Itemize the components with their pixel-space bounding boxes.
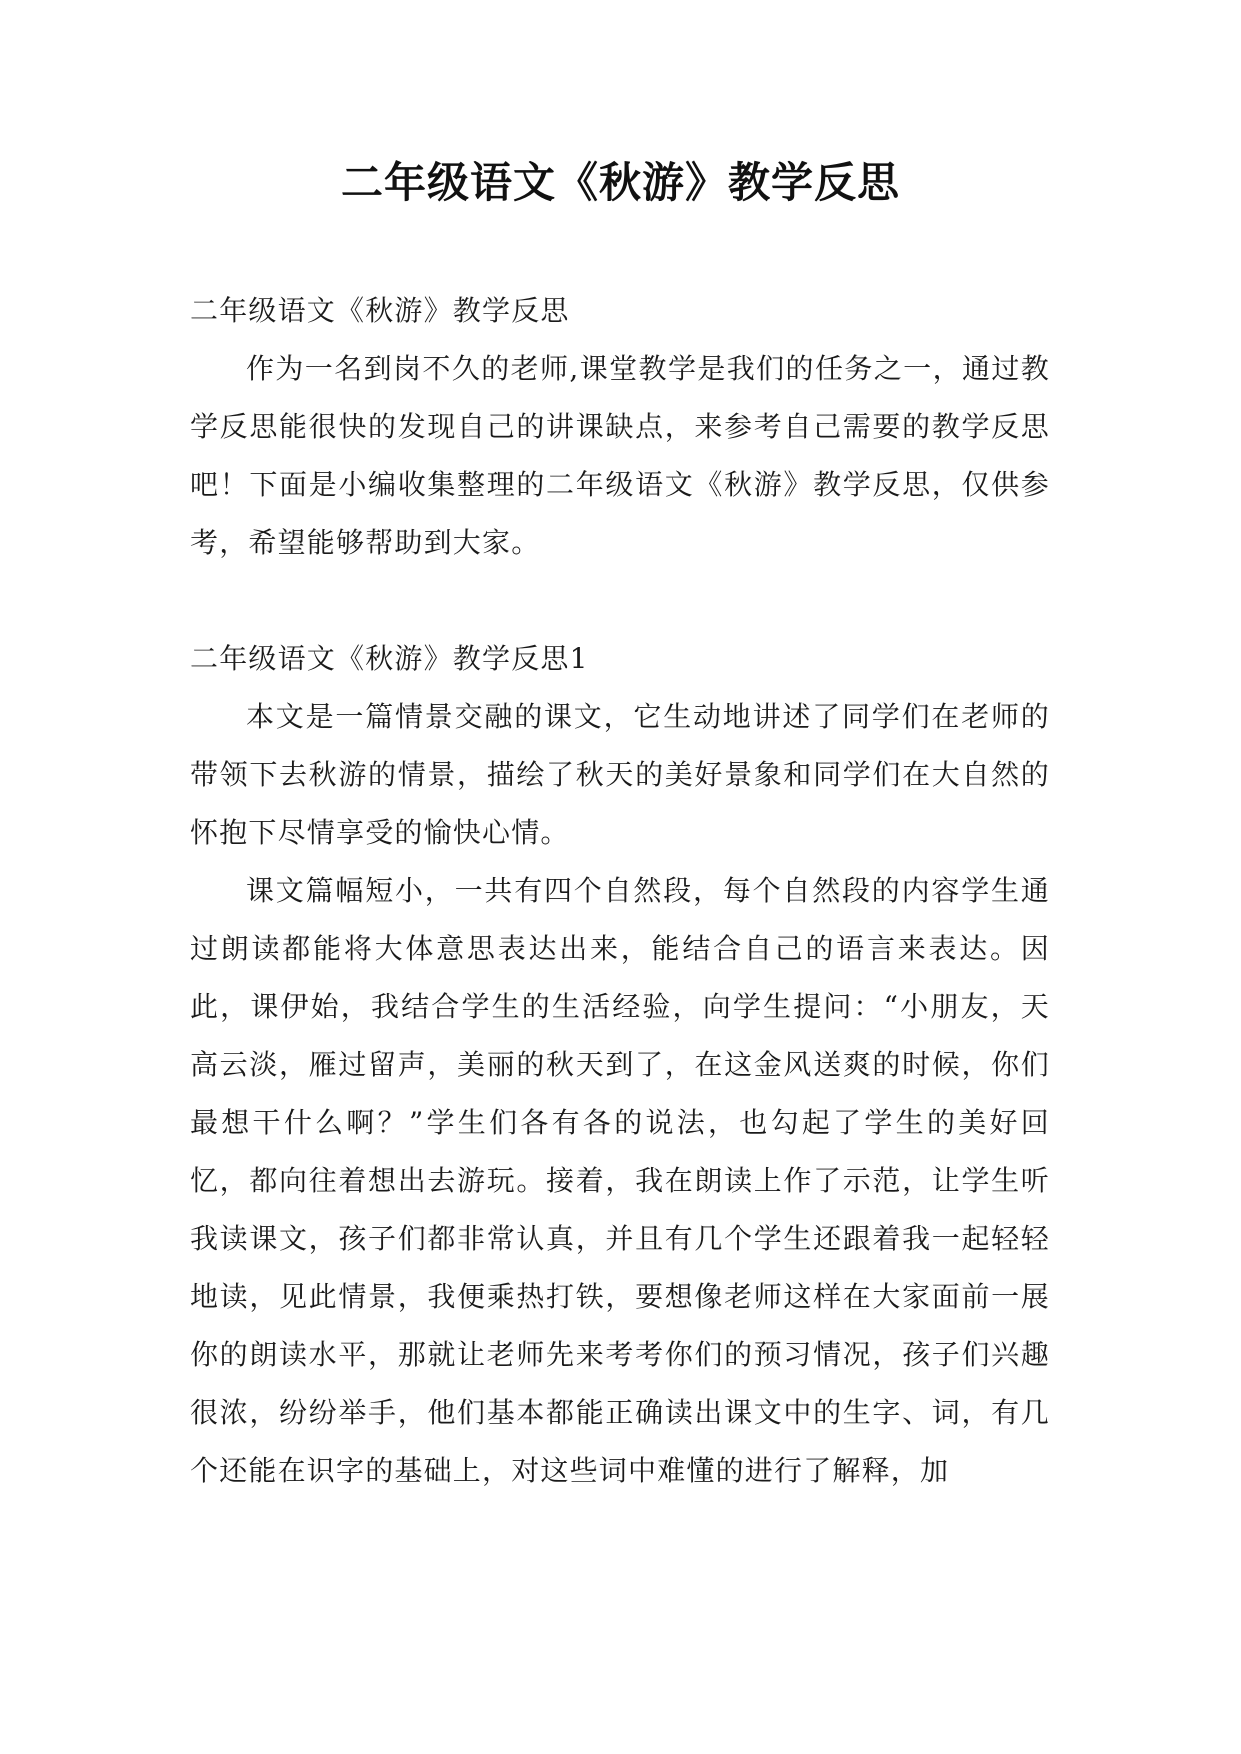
section1-heading: 二年级语文《秋游》教学反思1 xyxy=(190,642,589,675)
section1-paragraph-2: 课文篇幅短小，一共有四个自然段，每个自然段的内容学生通过朗读都能将大体意思表达出来，能结合自己的语言来表达。因此，课伊始，我结合学生的生活经验，向学生提问：“小朋友，天高云淡，雁过留声，美丽的秋天到了，在这金风送爽的时候，你们最想干什么啊？”学生们各有各的说法，也勾起了学生的美好回忆，都向往着想出去游玩。接着，我在朗读上作了示范，让学生听我读课文，孩子们都非常认真，并且有几个学生还跟着我一起轻轻地读，见此情景，我便乘热打铁，要想像老师这样在大家面前一展你的朗读水平，那就让老师先来考考你们的预习情况，孩子们兴趣很浓，纷纷举手，他们基本都能正确读出课文中的生字、词，有几个还能在识字的基础上，对这些词中难懂的进行了解释，加 xyxy=(190,874,1050,1487)
section-spacer xyxy=(190,572,1050,630)
intro-paragraph: 作为一名到岗不久的老师,课堂教学是我们的任务之一，通过教学反思能很快的发现自己的讲课缺点，来参考自己需要的教学反思吧！下面是小编收集整理的二年级语文《秋游》教学反思，仅供参考，希望能够帮助到大家。 xyxy=(190,352,1050,559)
section1-paragraph-1: 本文是一篇情景交融的课文，它生动地讲述了同学们在老师的带领下去秋游的情景，描绘了秋天的美好景象和同学们在大自然的怀抱下尽情享受的愉快心情。 xyxy=(190,700,1050,849)
document-body xyxy=(190,282,1050,1500)
intro-heading: 二年级语文《秋游》教学反思 xyxy=(190,294,570,327)
document-title: 二年级语文《秋游》教学反思 xyxy=(340,158,900,207)
